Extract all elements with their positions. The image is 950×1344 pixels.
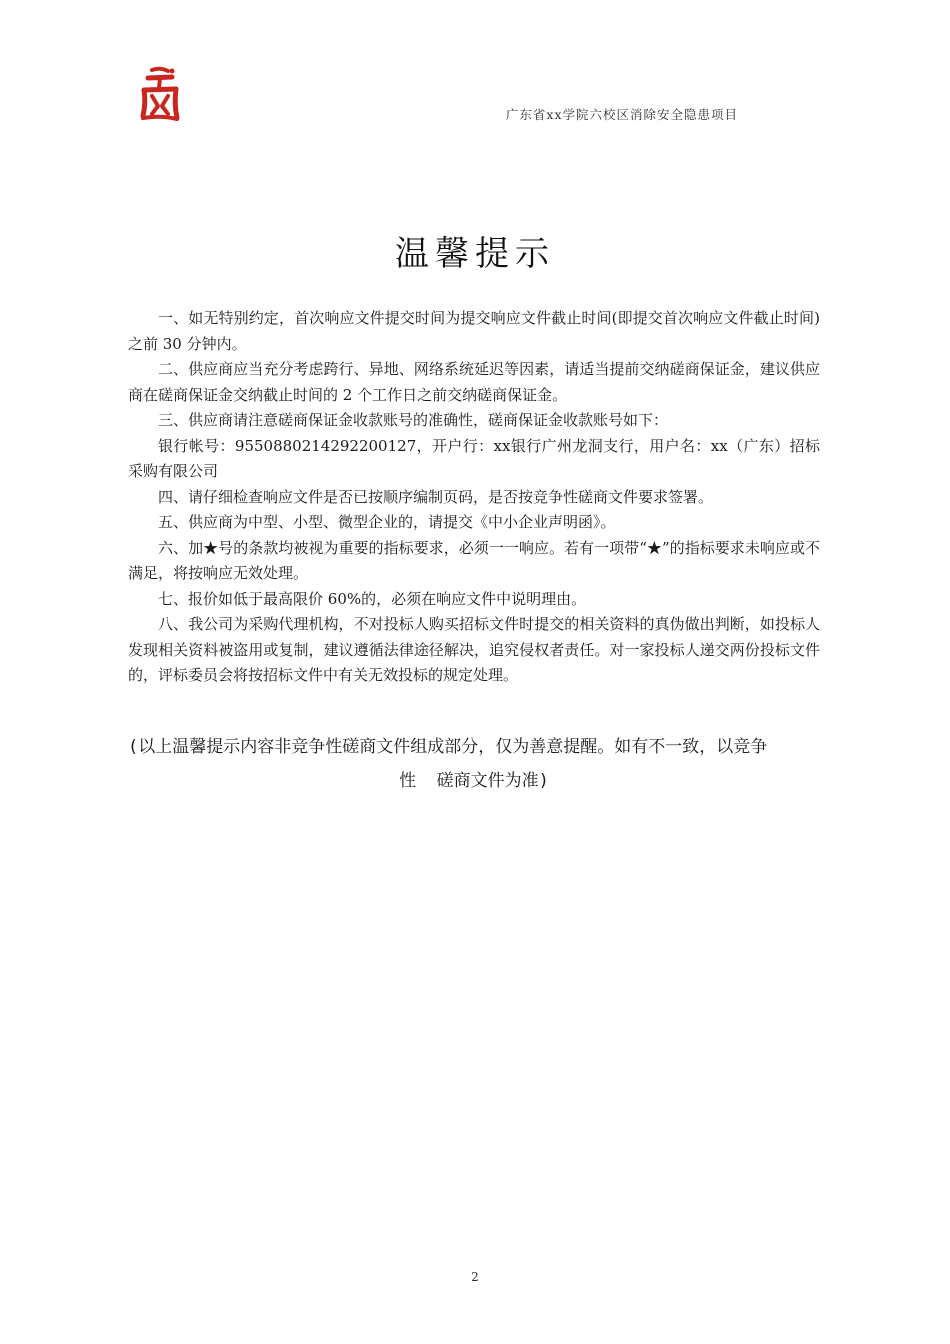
notice-paragraph-5: 五、供应商为中型、小型、微型企业的，请提交《中小企业声明函》。 (158, 513, 616, 531)
notice-paragraph-7: 七、报价如低于最高限价 60%的，必须在响应文件中说明理由。 (158, 589, 587, 608)
notice-paragraph-1: 一、如无特别约定，首次响应文件提交时间为提交响应文件截止时间(即提交首次响应文件截止时间)之前 30 分钟内。 (128, 309, 820, 353)
disclaimer-line-1: (以上温馨提示内容非竞争性磋商文件组成部分，仅为善意提醒。如有不一致，以竞争 (128, 737, 768, 757)
notice-paragraph-4: 四、请仔细检查响应文件是否已按顺序编制页码，是否按竞争性磋商文件要求签署。 (158, 487, 714, 506)
bank-account-paragraph: 银行帐号：9550880214292200127，开户行：xx银行广州龙洞支行，用户名：xx（广东）招标采购有限公司 (128, 436, 820, 480)
header-project-title: 广东省xx学院六校区消除安全隐患项目 (505, 107, 738, 122)
red-seal-logo-icon (138, 66, 182, 122)
notice-paragraph-2: 二、供应商应当充分考虑跨行、异地、网络系统延迟等因素，请适当提前交纳磋商保证金，建议供应商在磋商保证金交纳截止时间的 2 个工作日之前交纳磋商保证金。 (128, 360, 820, 404)
disclaimer-line-2: 性 磋商文件为准) (399, 771, 549, 791)
notice-body (128, 306, 820, 689)
notice-paragraph-6: 六、加★号的条款均被视为重要的指标要求，必须一一响应。若有一项带“★”的指标要求未响应或不满足，将按响应无效处理。 (128, 538, 820, 582)
page-title: 温馨提示 (395, 233, 555, 274)
disclaimer-note (128, 730, 820, 798)
notice-paragraph-3: 三、供应商请注意磋商保证金收款账号的准确性，磋商保证金收款账号如下： (158, 411, 669, 429)
page-number: 2 (471, 1270, 479, 1284)
notice-paragraph-8: 八、我公司为采购代理机构，不对投标人购买招标文件时提交的相关资料的真伪做出判断，如投标人发现相关资料被盗用或复制，建议遵循法律途径解决，追究侵权者责任。对一家投标人递交两份投标文件的，评标委员会将按招标文件中有关无效投标的规定处理。 (128, 615, 820, 684)
